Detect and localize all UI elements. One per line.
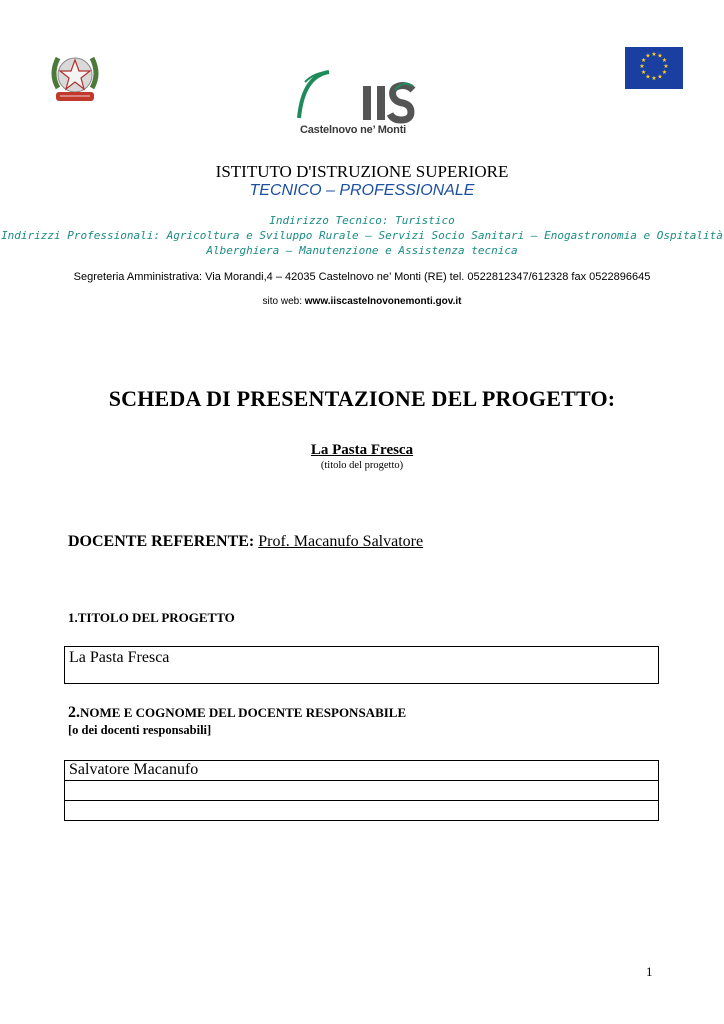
address-line: Segreteria Amministrativa: Via Morandi,4 – 42035 Castelnovo ne’ Monti (RE) tel. 0522812347/612328 fax 0522896645 [73, 271, 651, 283]
svg-text:★: ★ [651, 51, 657, 58]
table-row [65, 761, 658, 781]
section2-table [64, 760, 659, 821]
page-number: 1 [646, 964, 653, 979]
indirizzi-professionali: Indirizzi Professionali: Agricoltura e Sviluppo Rurale – Servizi Socio Sanitari – Enogastronomia e Ospitalità [1, 229, 723, 242]
website-link[interactable]: www.iiscastelnovonemonti.gov.it [304, 296, 462, 307]
eu-flag-icon [625, 47, 683, 89]
indirizzi-professionali-cont: Alberghiera – Manutenzione e Assistenza tecnica [206, 244, 518, 257]
section1-value: La Pasta Fresca [69, 649, 170, 666]
svg-text:★: ★ [645, 73, 651, 81]
section1-heading: 1.TITOLO DEL PROGETTO [68, 610, 235, 625]
table-cell: Salvatore Macanufo [69, 761, 199, 778]
svg-text:★: ★ [657, 52, 663, 60]
section2-title: NOME E COGNOME DEL DOCENTE RESPONSABILE [80, 705, 407, 720]
section2-subheading: [o dei docenti responsabili] [68, 723, 212, 737]
website-line [0, 296, 724, 307]
svg-text:★: ★ [651, 75, 657, 82]
logo-text: Castelnovo ne’ Monti [300, 124, 407, 136]
section1-box [64, 646, 659, 684]
section2-number: 2. [68, 704, 80, 721]
main-title: SCHEDA DI PRESENTAZIONE DEL PROGETTO: [108, 386, 616, 411]
svg-text:★: ★ [661, 69, 668, 76]
docente-value: Prof. Macanufo Salvatore [258, 533, 424, 550]
table-row [65, 781, 658, 801]
website-label: sito web: [262, 296, 305, 307]
section2-heading [68, 704, 406, 722]
italian-republic-emblem-icon [48, 48, 102, 108]
docente-referente [68, 533, 423, 551]
institute-name: ISTITUTO D'ISTRUZIONE SUPERIORE [215, 162, 509, 181]
svg-text:★: ★ [661, 57, 668, 64]
svg-text:★: ★ [639, 63, 645, 70]
svg-text:★: ★ [657, 73, 663, 81]
svg-text:★: ★ [645, 52, 651, 60]
institute-subtitle: TECNICO – PROFESSIONALE [249, 182, 475, 199]
project-title-caption: (titolo del progetto) [320, 460, 404, 471]
table-row [65, 801, 658, 821]
svg-text:★: ★ [640, 69, 647, 76]
project-title: La Pasta Fresca [310, 442, 414, 458]
svg-text:★: ★ [640, 57, 647, 64]
indirizzo-tecnico: Indirizzo Tecnico: Turistico [269, 214, 455, 227]
svg-text:★: ★ [663, 63, 669, 70]
docente-label: DOCENTE REFERENTE: [68, 533, 255, 550]
